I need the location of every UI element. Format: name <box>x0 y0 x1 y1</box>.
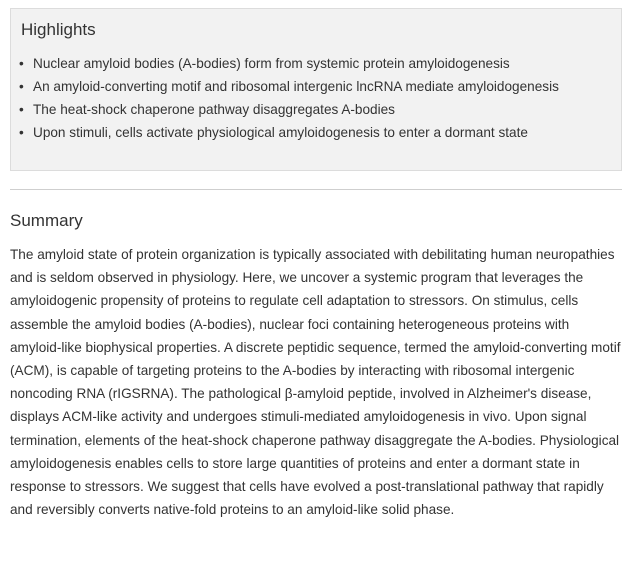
highlights-list <box>19 52 609 144</box>
highlight-item <box>19 98 609 121</box>
bullet-icon: • <box>19 102 24 117</box>
highlight-item <box>19 121 609 144</box>
bullet-icon: • <box>19 79 24 94</box>
highlight-text: The heat-shock chaperone pathway disaggregates A-bodies <box>33 102 395 117</box>
highlights-title: Highlights <box>21 20 96 39</box>
summary-text: The amyloid state of protein organization is typically associated with debilitating human neuropathies and is seldom observed in physiology. Here, we uncover a systemic program that leverages the amyloidogenic propensity of proteins to regulate cell adaptation to stressors. On stimulus, cells assemble the amyloid bodies (A-bodies), nuclear foci containing heterogeneous proteins with amyloid-like biophysical properties. A discrete peptidic sequence, termed the amyloid-converting motif (ACM), is capable of targeting proteins to the A-bodies by interacting with ribosomal intergenic noncoding RNA (rIGSRNA). The pathological β-amyloid peptide, involved in Alzheimer's disease, displays ACM-like activity and undergoes stimuli-mediated amyloidogenesis in vivo. Upon signal termination, elements of the heat-shock chaperone pathway disaggregate the A-bodies. Physiological amyloidogenesis enables cells to store large quantities of proteins and enter a dormant state in response to stressors. We suggest that cells have evolved a post-translational pathway that rapidly and reversibly converts native-fold proteins to an amyloid-like solid phase. <box>10 247 621 518</box>
highlight-text: An amyloid-converting motif and ribosomal intergenic lncRNA mediate amyloidogenesis <box>33 79 559 94</box>
highlight-text: Nuclear amyloid bodies (A-bodies) form from systemic protein amyloidogenesis <box>33 56 510 71</box>
highlight-item <box>19 75 609 98</box>
section-divider <box>10 189 622 190</box>
bullet-icon: • <box>19 56 24 71</box>
highlight-item <box>19 52 609 75</box>
bullet-icon: • <box>19 125 24 140</box>
highlights-box <box>10 8 622 171</box>
highlight-text: Upon stimuli, cells activate physiological amyloidogenesis to enter a dormant state <box>33 125 528 140</box>
summary-title: Summary <box>10 211 83 230</box>
